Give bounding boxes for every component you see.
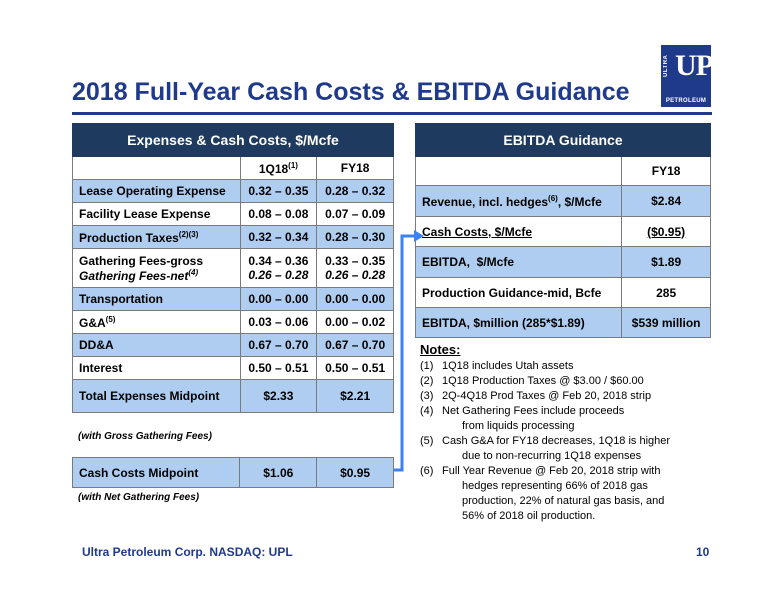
table-row — [416, 308, 711, 338]
table-row — [416, 278, 711, 308]
row-label: Production Taxes$^{(2)(3)}$ — [73, 226, 241, 249]
col-fy18-header: FY18 — [317, 157, 394, 180]
table-row-cash-costs — [73, 458, 394, 488]
table-row — [73, 249, 394, 288]
page-number: 10 — [696, 545, 710, 559]
row-value: $539 million — [622, 308, 711, 338]
row-value-1q18: 0.08 – 0.08 — [240, 203, 317, 226]
table-row — [73, 357, 394, 380]
row-value-1q18: 0.00 – 0.00 — [240, 288, 317, 311]
logo-mark: UP — [675, 49, 713, 82]
note-gross-gathering: (with Gross Gathering Fees) — [78, 431, 212, 442]
notes-title: Notes: — [420, 342, 461, 357]
note-item-continuation: hedges representing 66% of 2018 gas — [462, 480, 648, 492]
row-label: Total Expenses Midpoint — [73, 380, 241, 413]
row-label: Transportation — [73, 288, 241, 311]
expenses-table-header: Expenses & Cash Costs, $/Mcfe — [73, 124, 394, 157]
note-item-continuation: due to non-recurring 1Q18 expenses — [462, 450, 642, 462]
row-label: Lease Operating Expense — [73, 180, 241, 203]
row-value-1q18: 0.03 – 0.06 — [240, 311, 317, 334]
row-value-fy18: 0.07 – 0.09 — [317, 203, 394, 226]
row-label: Revenue, incl. hedges$^{(6)}$, $/Mcfe — [416, 186, 622, 217]
logo-sub-text: PETROLEUM — [665, 98, 707, 104]
row-value-fy18: 0.67 – 0.70 — [317, 334, 394, 357]
ebitda-table-header: EBITDA Guidance — [416, 124, 711, 157]
ultra-petroleum-logo — [661, 45, 711, 107]
logo-side-text: ULTRA — [663, 54, 669, 78]
row-label: DD&A — [73, 334, 241, 357]
note-item: (4) Net Gathering Fees include proceeds — [420, 405, 625, 417]
row-value-1q18: 0.34 – 0.36 0.26 – 0.28 — [240, 249, 317, 288]
note-item: (3) 2Q-4Q18 Prod Taxes @ Feb 20, 2018 strip — [420, 390, 652, 402]
ebitda-table — [415, 123, 711, 338]
row-label: Facility Lease Expense — [73, 203, 241, 226]
row-value-fy18: 0.00 – 0.00 — [317, 288, 394, 311]
col-fy18-header: FY18 — [622, 157, 711, 186]
row-value: ($0.95) — [622, 217, 711, 247]
cash-costs-table — [72, 457, 394, 488]
note-item: (1) 1Q18 includes Utah assets — [420, 360, 574, 372]
note-item: (6) Full Year Revenue @ Feb 20, 2018 strip with — [420, 465, 661, 477]
table-row-total — [73, 380, 394, 413]
table-row — [73, 288, 394, 311]
col-1q18-header: 1Q18$^{(1)}$ — [240, 157, 317, 180]
expenses-header-empty — [73, 157, 241, 180]
row-value-1q18: $1.06 — [240, 458, 317, 488]
row-label: EBITDA, $million (285*$1.89) — [416, 308, 622, 338]
footer-company: Ultra Petroleum Corp. NASDAQ: UPL — [82, 545, 293, 559]
note-item: (5) Cash G&A for FY18 decreases, 1Q18 is higher — [420, 435, 671, 447]
table-row — [73, 203, 394, 226]
row-value-1q18: 0.32 – 0.35 — [240, 180, 317, 203]
expenses-table — [72, 123, 394, 413]
row-label: Interest — [73, 357, 241, 380]
table-row — [73, 226, 394, 249]
row-value-fy18: 0.00 – 0.02 — [317, 311, 394, 334]
table-row — [73, 311, 394, 334]
row-value-1q18: 0.50 – 0.51 — [240, 357, 317, 380]
title-underline — [72, 112, 712, 115]
row-value-fy18: 0.50 – 0.51 — [317, 357, 394, 380]
notes-section — [420, 342, 720, 524]
row-value-fy18: 0.33 – 0.35 0.26 – 0.28 — [317, 249, 394, 288]
row-label: Cash Costs Midpoint — [73, 458, 240, 488]
table-row — [73, 334, 394, 357]
row-value-fy18: 0.28 – 0.30 — [317, 226, 394, 249]
note-item-continuation: production, 22% of natural gas basis, and — [462, 495, 665, 507]
note-item: (2) 1Q18 Production Taxes @ $3.00 / $60.00 — [420, 375, 644, 387]
row-value-1q18: $2.33 — [240, 380, 317, 413]
row-value-fy18: $0.95 — [317, 458, 394, 488]
row-label: EBITDA, $/Mcfe — [416, 247, 622, 278]
note-item-continuation: 56% of 2018 oil production. — [462, 510, 596, 522]
row-label: Gathering Fees-gross Gathering Fees-net$^{(4)}$ — [73, 249, 241, 288]
table-row — [416, 186, 711, 217]
row-value-1q18: 0.32 – 0.34 — [240, 226, 317, 249]
table-row — [73, 180, 394, 203]
row-value: 285 — [622, 278, 711, 308]
row-value-fy18: $2.21 — [317, 380, 394, 413]
table-row — [416, 217, 711, 247]
note-item-continuation: from liquids processing — [462, 420, 575, 432]
row-value: $2.84 — [622, 186, 711, 217]
ebitda-header-empty — [416, 157, 622, 186]
row-value: $1.89 — [622, 247, 711, 278]
row-value-fy18: 0.28 – 0.32 — [317, 180, 394, 203]
page-title: 2018 Full-Year Cash Costs & EBITDA Guidance — [72, 78, 630, 106]
row-label: Cash Costs, $/Mcfe — [416, 217, 622, 247]
row-label: $G\&A^{(5)}$ — [73, 311, 241, 334]
row-value-1q18: 0.67 – 0.70 — [240, 334, 317, 357]
row-label: Production Guidance-mid, Bcfe — [416, 278, 622, 308]
table-row — [416, 247, 711, 278]
note-net-gathering: (with Net Gathering Fees) — [78, 492, 200, 503]
